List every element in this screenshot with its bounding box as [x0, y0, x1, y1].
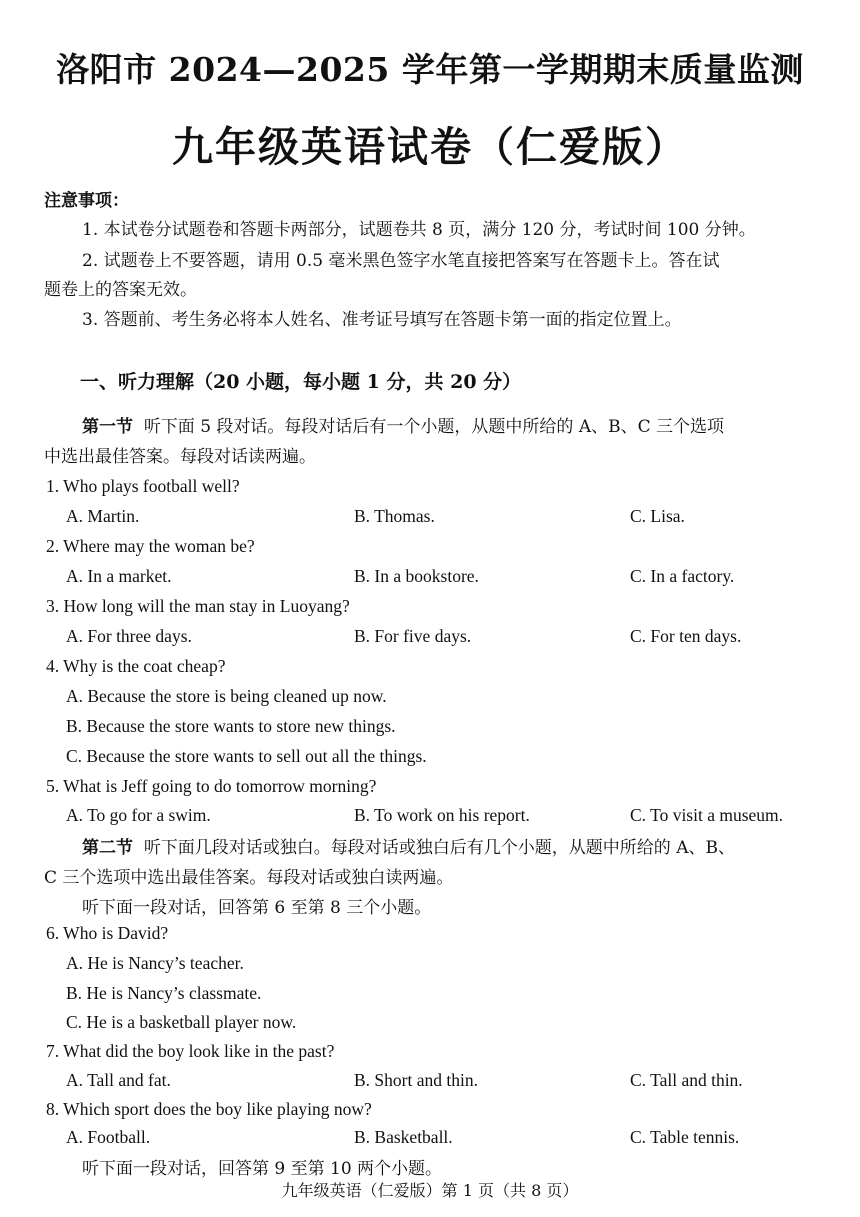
notice-item-1: 1. 本试卷分试题卷和答题卡两部分，试题卷共 8 页，满分 120 分，考试时间 100 分钟。: [82, 220, 756, 240]
q7-option-b: B. Short and thin.: [354, 1070, 478, 1090]
exam-subtitle: 九年级英语试卷（仁爱版）: [172, 123, 688, 171]
part2-instructions-continued: C 三个选项中选出最佳答案。每段对话或独白读两遍。: [44, 868, 454, 888]
notice-item-2-continued: 题卷上的答案无效。: [44, 280, 197, 300]
q8-option-a: A. Football.: [66, 1127, 151, 1147]
part2-instructions: [82, 833, 735, 858]
q6-option-b: B. He is Nancy’s classmate.: [66, 983, 262, 1003]
part2-text: 听下面几段对话或独白。每段对话或独白后有几个小题，从题中所给的 A、B、: [143, 838, 735, 858]
q2-option-c: C. In a factory.: [630, 566, 735, 586]
question-3: 3. How long will the man stay in Luoyang?: [46, 596, 350, 616]
question-4: 4. Why is the coat cheap?: [46, 656, 226, 676]
q5-option-b: B. To work on his report.: [354, 805, 530, 825]
q5-option-c: C. To visit a museum.: [630, 805, 784, 825]
q3-option-c: C. For ten days.: [630, 626, 742, 646]
notice-item-2: 2. 试题卷上不要答题，请用 0.5 毫米黑色签字水笔直接把答案写在答题卡上。答在试: [82, 251, 720, 271]
q6-option-c: C. He is a basketball player now.: [66, 1012, 297, 1032]
q2-option-b: B. In a bookstore.: [354, 566, 479, 586]
q4-option-b: B. Because the store wants to store new things.: [66, 716, 396, 736]
q8-option-c: C. Table tennis.: [630, 1127, 740, 1147]
q7-option-a: A. Tall and fat.: [66, 1070, 171, 1090]
q4-option-c: C. Because the store wants to sell out all the things.: [66, 746, 427, 766]
part2-label: 第二节: [82, 838, 133, 858]
part1-label: 第一节: [82, 417, 133, 437]
dialogue-intro-6-8: 听下面一段对话，回答第 6 至第 8 三个小题。: [82, 898, 432, 918]
q1-option-b: B. Thomas.: [354, 506, 435, 526]
part1-instructions: [82, 412, 724, 437]
page-footer: 九年级英语（仁爱版）第 1 页（共 8 页）: [281, 1181, 579, 1200]
question-1: 1. Who plays football well?: [46, 476, 240, 496]
question-7: 7. What did the boy look like in the past?: [46, 1041, 335, 1061]
q1-option-c: C. Lisa.: [630, 506, 685, 526]
section-listening-heading: 一、听力理解（20 小题，每小题 1 分，共 20 分）: [80, 371, 522, 393]
question-2: 2. Where may the woman be?: [46, 536, 255, 556]
question-8: 8. Which sport does the boy like playing now?: [46, 1099, 372, 1119]
q3-option-a: A. For three days.: [66, 626, 192, 646]
q8-option-b: B. Basketball.: [354, 1127, 453, 1147]
q6-option-a: A. He is Nancy’s teacher.: [66, 953, 244, 973]
exam-title: 洛阳市 2024—2025 学年第一学期期末质量监测: [56, 50, 804, 89]
notice-heading: 注意事项：: [44, 191, 129, 211]
q2-option-a: A. In a market.: [66, 566, 172, 586]
question-6: 6. Who is David?: [46, 923, 169, 943]
q7-option-c: C. Tall and thin.: [630, 1070, 743, 1090]
dialogue-intro-9-10: 听下面一段对话，回答第 9 至第 10 两个小题。: [82, 1159, 443, 1179]
question-5: 5. What is Jeff going to do tomorrow morning?: [46, 776, 377, 796]
q5-option-a: A. To go for a swim.: [66, 805, 211, 825]
notice-item-3: 3. 答题前、考生务必将本人姓名、准考证号填写在答题卡第一面的指定位置上。: [82, 310, 682, 330]
part1-instructions-continued: 中选出最佳答案。每段对话读两遍。: [44, 447, 316, 467]
part1-text: 听下面 5 段对话。每段对话后有一个小题，从题中所给的 A、B、C 三个选项: [143, 417, 725, 437]
q4-option-a: A. Because the store is being cleaned up now.: [66, 686, 387, 706]
q3-option-b: B. For five days.: [354, 626, 472, 646]
q1-option-a: A. Martin.: [66, 506, 140, 526]
